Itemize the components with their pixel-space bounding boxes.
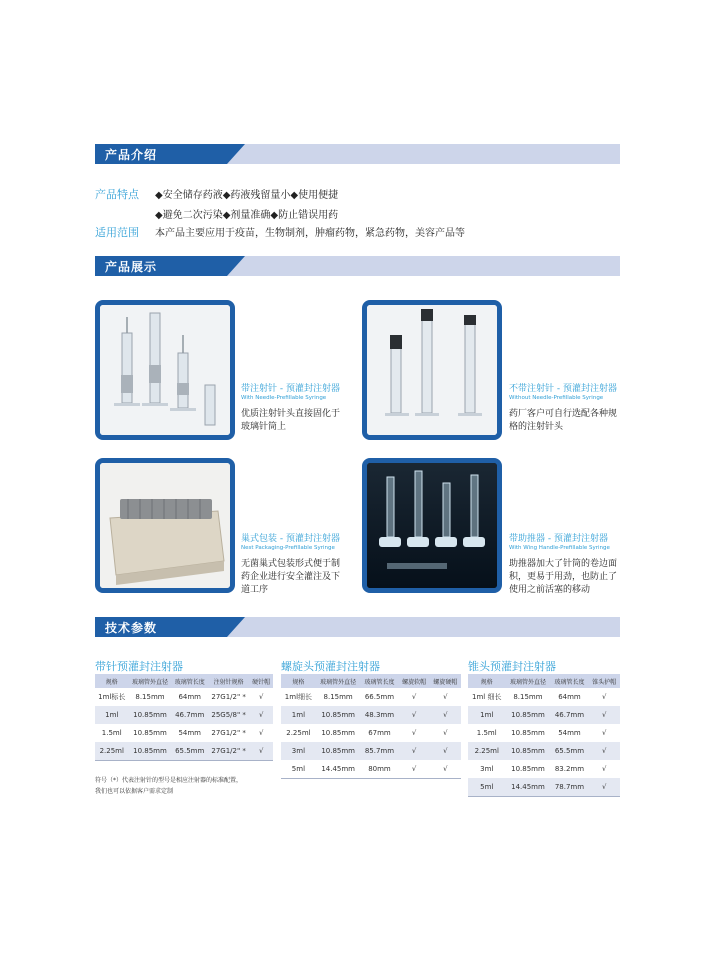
- table-header-row: [95, 674, 273, 688]
- section-bar-display: [95, 256, 620, 276]
- table-cell: 10.85mm: [129, 706, 172, 724]
- footnote-line: 我们也可以依据客户需求定制: [95, 788, 174, 795]
- product-title-cn: 巢式包装 - 预灌封注射器: [241, 534, 340, 544]
- table-cell: 25G5/8" *: [208, 706, 249, 724]
- table-row: [468, 706, 620, 724]
- scope-text: 本产品主要应用于疫苗，生物制剂，肿瘤药物，紧急药物，美容产品等: [155, 228, 465, 239]
- table-cell: √: [589, 742, 620, 760]
- table-cell: 8.15mm: [513, 693, 543, 701]
- desc-line: 玻璃针筒上: [241, 422, 287, 432]
- table-row: [95, 724, 273, 742]
- table-cell: 1.5ml: [476, 729, 497, 737]
- table-cell: 8.15mm: [135, 693, 165, 701]
- table-cell: 10.85mm: [316, 706, 361, 724]
- table-cell: 3ml: [281, 742, 316, 760]
- col-header: 螺旋软帽: [398, 674, 429, 688]
- table-cell: 1ml: [95, 706, 129, 724]
- table-cell: 83.2mm: [554, 765, 585, 773]
- product-description: [241, 408, 356, 434]
- syringe-without-needle-illustration: [367, 305, 497, 435]
- table-cell: 1ml: [281, 706, 316, 724]
- scope-row: [95, 224, 465, 240]
- table-row: [281, 760, 461, 778]
- col-header: 玻璃管长度: [360, 674, 398, 688]
- table-cell: √: [258, 693, 264, 701]
- table-cell: √: [443, 729, 448, 737]
- table-cell: 10.85mm: [511, 729, 545, 737]
- table-cell: 8.15mm: [323, 693, 353, 701]
- table-cell: 54mm: [558, 729, 581, 737]
- table-cell: 65.5mm: [171, 742, 208, 760]
- product-caption-nest-packaging: [241, 531, 356, 597]
- table-cell: 14.45mm: [506, 778, 551, 796]
- table-cell: √: [258, 729, 264, 737]
- product-description: [509, 408, 624, 434]
- features-row-2: [155, 206, 338, 221]
- table-cell: 5ml: [468, 778, 506, 796]
- table-cell: 10.85mm: [129, 742, 172, 760]
- table-cell: √: [430, 706, 461, 724]
- spec-table-needle: [95, 674, 273, 761]
- table-cell: 64mm: [178, 693, 201, 701]
- col-header: 玻璃管外直径: [129, 674, 172, 688]
- product-title-en: Without Needle-Prefillable Syringe: [509, 395, 604, 401]
- table-header-row: [468, 674, 620, 688]
- table-cell: √: [398, 760, 429, 778]
- table-cell: 46.7mm: [550, 706, 588, 724]
- table-cell: √: [411, 729, 417, 737]
- desc-line: 药企业进行安全灌注及下: [241, 572, 341, 582]
- table-cell: 1ml标长: [98, 693, 126, 701]
- table-cell: √: [398, 742, 429, 760]
- product-caption-wing-handle: [509, 531, 624, 597]
- product-description: [241, 558, 356, 597]
- table-cell: 2.25ml: [468, 742, 506, 760]
- table-title-screw: 螺旋头预灌封注射器: [281, 660, 380, 673]
- section-title-intro: 产品介绍: [105, 148, 158, 162]
- table-cell: 67mm: [368, 729, 391, 737]
- features-label: 产品特点: [95, 188, 139, 201]
- table-row: [468, 742, 620, 760]
- table-cell: 65.5mm: [550, 742, 588, 760]
- spec-table-cone: [468, 674, 620, 797]
- table-cell: 2.25ml: [95, 742, 129, 760]
- table-cell: 5ml: [281, 760, 316, 778]
- features-row: [95, 186, 338, 202]
- col-header: 规格: [468, 674, 506, 688]
- table-cell: 1ml 细长: [472, 693, 502, 701]
- section-title-specs: 技术参数: [105, 621, 158, 635]
- desc-line: 药厂客户可自行选配各种规: [509, 409, 618, 419]
- col-header: 锥头护帽: [589, 674, 620, 688]
- product-photo-wing-handle: [362, 458, 502, 593]
- product-caption-without-needle: [509, 381, 624, 434]
- features-line-1: ◆安全储存药液◆药液残留量小◆使用便捷: [155, 190, 339, 201]
- table-cell: 10.85mm: [506, 706, 551, 724]
- table-cell: 54mm: [178, 729, 201, 737]
- product-title-cn: 不带注射针 - 预灌封注射器: [509, 384, 617, 394]
- product-photo-without-needle: [362, 300, 502, 440]
- scope-label: 适用范围: [95, 226, 139, 239]
- table-cell: √: [589, 778, 620, 796]
- table-cell: 1ml细长: [284, 693, 313, 701]
- col-header: 螺旋硬帽: [430, 674, 461, 688]
- table-row: [468, 778, 620, 796]
- table-cell: √: [249, 742, 273, 760]
- table-cell: 3ml: [480, 765, 494, 773]
- col-header: 硬针帽: [249, 674, 273, 688]
- table-cell: 78.7mm: [550, 778, 588, 796]
- product-caption-with-needle: [241, 381, 356, 434]
- table-cell: 80mm: [360, 760, 398, 778]
- table-row: [281, 688, 461, 706]
- footnote-line: 符号（*）代表注射针的型号是相应注射器的标准配置，: [95, 777, 243, 784]
- table-cell: 10.85mm: [506, 742, 551, 760]
- table-cell: √: [430, 760, 461, 778]
- col-header: 玻璃管长度: [171, 674, 208, 688]
- table-row: [468, 724, 620, 742]
- table-title-cone: 锥头预灌封注射器: [468, 660, 556, 673]
- table-cell: 64mm: [558, 693, 581, 701]
- table-cell: 27G1/2" *: [208, 742, 249, 760]
- table-row: [281, 724, 461, 742]
- section-bar-intro: [95, 144, 620, 164]
- product-description: [509, 558, 624, 597]
- desc-line: 无菌巢式包装形式便于制: [241, 559, 341, 569]
- table-cell: √: [411, 693, 417, 701]
- table-header-row: [281, 674, 461, 688]
- table-row: [95, 742, 273, 760]
- table-row: [468, 760, 620, 778]
- desc-line: 优质注射针头直接固化于: [241, 409, 341, 419]
- desc-line: 助推器加大了针筒的卷边面: [509, 559, 618, 569]
- spec-table-screw: [281, 674, 461, 779]
- table-cell: 10.85mm: [321, 729, 355, 737]
- table-cell: 14.45mm: [316, 760, 361, 778]
- table-cell: √: [602, 765, 607, 773]
- table-cell: 27G1/2" *: [211, 729, 246, 737]
- table-cell: 10.85mm: [133, 729, 167, 737]
- product-photo-nest-packaging: [95, 458, 235, 593]
- col-header: 玻璃管外直径: [316, 674, 361, 688]
- table-cell: 10.85mm: [316, 742, 361, 760]
- table-cell: 10.85mm: [511, 765, 545, 773]
- table-row: [281, 706, 461, 724]
- table-row: [281, 742, 461, 760]
- col-header: 注射针规格: [208, 674, 249, 688]
- product-title-en: Nest Packaging-Prefillable Syringe: [241, 545, 335, 551]
- table-cell: 27G1/2" *: [211, 693, 246, 701]
- table-cell: 1ml: [468, 706, 506, 724]
- product-title-cn: 带注射针 - 预灌封注射器: [241, 384, 340, 394]
- table-cell: √: [430, 742, 461, 760]
- col-header: 玻璃管长度: [550, 674, 588, 688]
- col-header: 玻璃管外直径: [506, 674, 551, 688]
- table-cell: 66.5mm: [364, 693, 395, 701]
- table-cell: 1.5ml: [101, 729, 122, 737]
- table-row: [95, 706, 273, 724]
- section-bar-specs: [95, 617, 620, 637]
- desc-line: 积，更易于用劲，也防止了: [509, 572, 618, 582]
- col-header: 规格: [95, 674, 129, 688]
- nest-packaging-illustration: [100, 463, 230, 588]
- desc-line: 使用之前活塞的移动: [509, 585, 591, 595]
- table-cell: √: [602, 729, 607, 737]
- col-header: 规格: [281, 674, 316, 688]
- product-title-cn: 带助推器 - 预灌封注射器: [509, 534, 608, 544]
- table-cell: √: [249, 706, 273, 724]
- desc-line: 格的注射针头: [509, 422, 564, 432]
- features-line-2: ◆避免二次污染◆剂量准确◆防止错误用药: [155, 210, 339, 221]
- table-cell: √: [398, 706, 429, 724]
- product-photo-with-needle: [95, 300, 235, 440]
- footnote: [95, 775, 242, 797]
- product-title-en: With Wing Handle-Prefillable Syringe: [509, 545, 610, 551]
- wing-handle-illustration: [367, 463, 497, 588]
- section-title-display: 产品展示: [105, 260, 158, 274]
- table-row: [95, 688, 273, 706]
- table-cell: 85.7mm: [360, 742, 398, 760]
- table-row: [468, 688, 620, 706]
- table-title-needle: 带针预灌封注射器: [95, 660, 183, 673]
- table-cell: √: [589, 706, 620, 724]
- table-cell: 48.3mm: [360, 706, 398, 724]
- table-cell: 46.7mm: [171, 706, 208, 724]
- table-cell: 2.25ml: [286, 729, 311, 737]
- syringe-with-needle-illustration: [100, 305, 230, 435]
- table-cell: √: [443, 693, 448, 701]
- table-cell: √: [602, 693, 607, 701]
- desc-line: 道工序: [241, 585, 269, 595]
- product-title-en: With Needle-Prefillable Syringe: [241, 395, 327, 401]
